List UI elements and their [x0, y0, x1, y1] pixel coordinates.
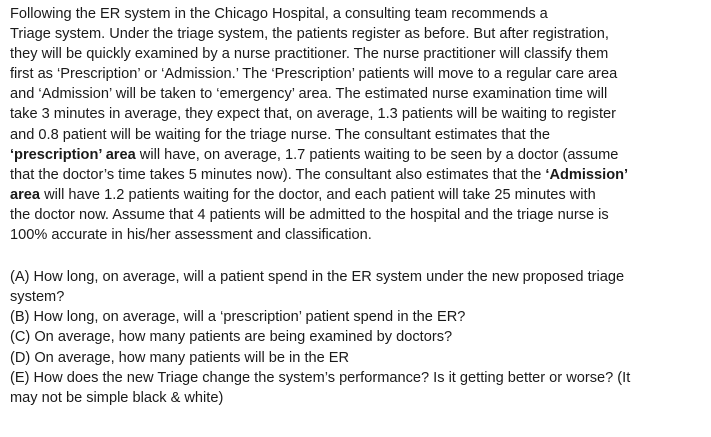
text-line — [10, 185, 706, 205]
problem-paragraph — [10, 4, 706, 245]
text-line: and 0.8 patient will be waiting for the triage nurse. The consultant estimates that the — [10, 126, 551, 143]
text-line: Following the ER system in the Chicago Hospital, a consulting team recommends a — [10, 6, 548, 22]
text-line: the doctor now. Assume that 4 patients will be admitted to the hospital and the triage nurse is — [10, 206, 609, 223]
text-span: that the doctor’s time takes 5 minutes now). The consultant also estimates that the — [10, 166, 546, 183]
text-line — [10, 165, 706, 185]
bold-area: area — [10, 186, 41, 203]
question-a-line: (A) How long, on average, will a patient spend in the ER system under the new proposed triage — [10, 269, 625, 286]
text-line: 100% accurate in his/her assessment and classification. — [10, 227, 372, 244]
text-line: and ‘Admission’ will be taken to ‘emergency’ area. The estimated nurse examination time will — [10, 86, 608, 103]
question-c: (C) On average, how many patients are being examined by doctors? — [10, 329, 453, 346]
question-e-line: may not be simple black & white) — [10, 389, 224, 406]
text-span: will have, on average, 1.7 patients waiting to be seen by a doctor (assume — [135, 146, 619, 163]
question-a-line: system? — [10, 289, 65, 306]
question-b: (B) How long, on average, will a ‘prescription’ patient spend in the ER? — [10, 309, 466, 326]
text-line: first as ‘Prescription’ or ‘Admission.’ The ‘Prescription’ patients will move to a regular care area — [10, 66, 618, 83]
question-d: (D) On average, how many patients will be in the ER — [10, 349, 350, 366]
text-line: take 3 minutes in average, they expect that, on average, 1.3 patients will be waiting to register — [10, 106, 616, 123]
bold-admission: ‘Admission’ — [545, 166, 629, 183]
bold-prescription-area: ‘prescription’ area — [10, 146, 136, 163]
text-line: they will be quickly examined by a nurse practitioner. The nurse practitioner will classify them — [10, 46, 609, 63]
paragraph-gap — [10, 245, 706, 267]
document-body — [10, 4, 706, 408]
text-line — [10, 145, 706, 165]
questions-list — [10, 267, 706, 408]
text-line: Triage system. Under the triage system, the patients register as before. But after registration, — [10, 26, 609, 43]
question-e-line: (E) How does the new Triage change the system’s performance? Is it getting better or worse? (It — [10, 369, 631, 386]
text-span: will have 1.2 patients waiting for the doctor, and each patient will take 25 minutes with — [40, 186, 596, 203]
